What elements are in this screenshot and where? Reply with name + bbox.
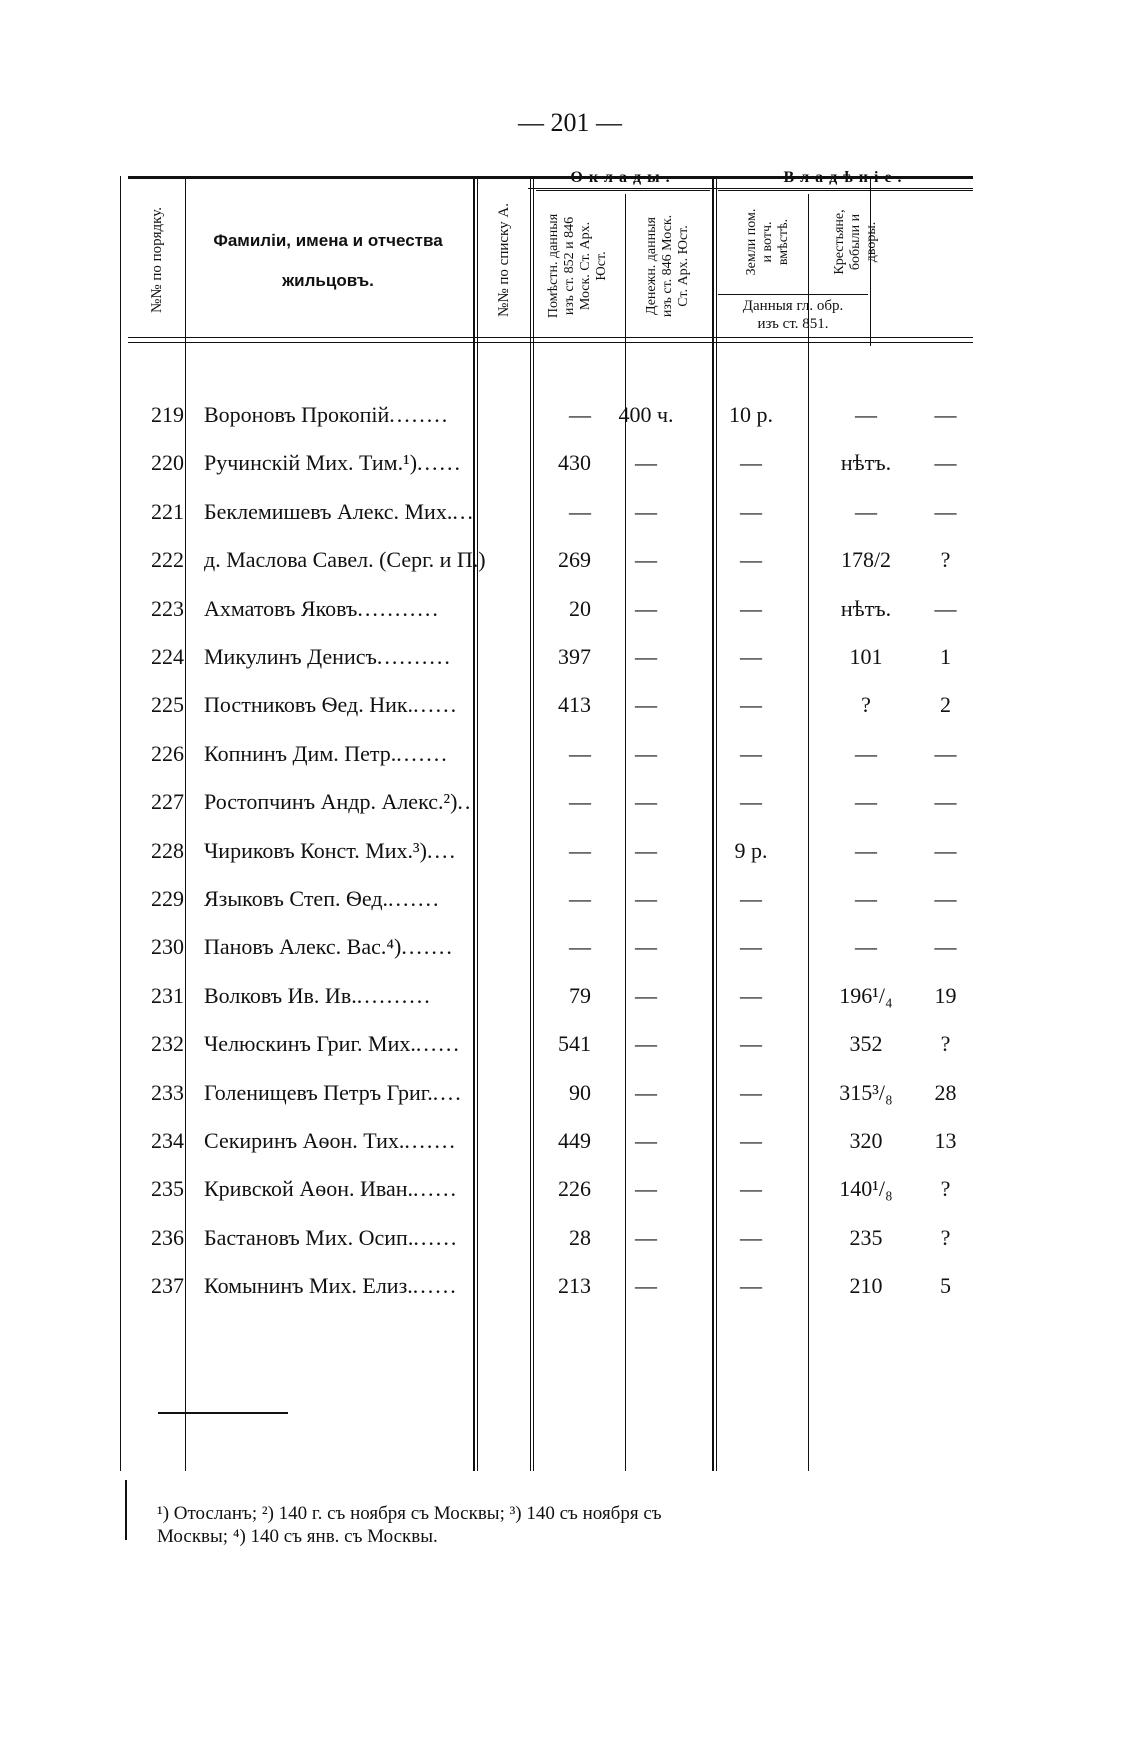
row-list-a: 79 bbox=[569, 982, 591, 1008]
row-peasants: — bbox=[934, 789, 957, 815]
row-number: 224 bbox=[151, 644, 184, 669]
table-row bbox=[128, 775, 973, 829]
col-denezh-line1: Денежн. данныя bbox=[644, 217, 659, 315]
row-peasants: ? bbox=[940, 1176, 951, 1202]
row-list-a: 20 bbox=[569, 595, 591, 621]
table-row bbox=[128, 1114, 973, 1168]
row-pomestn: — bbox=[635, 886, 657, 911]
row-peasants: — bbox=[934, 595, 957, 621]
row-number: 232 bbox=[151, 1031, 184, 1057]
row-denezh: — bbox=[740, 934, 762, 960]
row-number: 228 bbox=[151, 837, 184, 863]
row-name bbox=[204, 436, 530, 490]
row-denezh: — bbox=[740, 450, 762, 476]
row-leader-dots: ...... bbox=[415, 1031, 461, 1057]
row-number: 223 bbox=[151, 595, 184, 621]
row-land: нѣтъ. bbox=[840, 595, 892, 621]
row-list-a: 213 bbox=[558, 1273, 591, 1299]
row-number: 233 bbox=[151, 1079, 184, 1105]
row-number: 235 bbox=[151, 1176, 184, 1202]
row-list-a: — bbox=[569, 402, 591, 427]
col-peasants-line2: бобыли и bbox=[848, 213, 863, 271]
table-row bbox=[128, 1162, 973, 1216]
row-leader-dots: ....... bbox=[388, 886, 441, 911]
table-row bbox=[128, 1211, 973, 1265]
row-land: 352 bbox=[849, 1031, 883, 1057]
row-leader-dots: ........... bbox=[357, 595, 440, 621]
table-row bbox=[128, 388, 973, 442]
row-pomestn: — bbox=[635, 595, 657, 621]
row-list-a: 449 bbox=[558, 1128, 591, 1153]
row-denezh: — bbox=[740, 740, 762, 766]
row-denezh: 10 р. bbox=[729, 402, 773, 427]
row-list-a: 90 bbox=[569, 1079, 591, 1105]
row-land: — bbox=[855, 789, 877, 815]
row-name-text: Кривской Аѳон. Иван. bbox=[204, 1176, 413, 1202]
row-name-text: Микулинъ Денисъ bbox=[204, 644, 377, 669]
row-list-a: 430 bbox=[558, 450, 591, 476]
row-name bbox=[204, 1114, 530, 1168]
row-number: 236 bbox=[151, 1224, 184, 1250]
row-list-a: — bbox=[569, 934, 591, 960]
table-row bbox=[128, 969, 973, 1023]
row-land: — bbox=[855, 498, 877, 524]
row-number: 222 bbox=[151, 547, 184, 573]
row-peasants: — bbox=[934, 886, 957, 911]
col-denezh-line2: изъ ст. 846 Моск. bbox=[660, 214, 675, 318]
col-pomestn-line3: Моск. Ст. Арх. bbox=[578, 221, 593, 311]
row-pomestn: — bbox=[635, 692, 657, 718]
row-list-a: 397 bbox=[558, 644, 591, 669]
row-leader-dots: ... bbox=[452, 498, 475, 524]
row-list-a: — bbox=[569, 498, 591, 524]
row-peasants: — bbox=[934, 740, 957, 766]
row-land: — bbox=[855, 886, 877, 911]
row-pomestn: — bbox=[635, 547, 657, 573]
row-list-a: 269 bbox=[558, 547, 591, 573]
table-row bbox=[128, 1259, 973, 1313]
row-land: — bbox=[855, 934, 877, 960]
row-denezh: — bbox=[740, 1176, 762, 1202]
row-list-a: — bbox=[569, 886, 591, 911]
row-land: 140¹/₈ bbox=[839, 1176, 893, 1202]
row-name-text: Пановъ Алекс. Вас.⁴) bbox=[204, 934, 402, 960]
row-number: 237 bbox=[151, 1273, 184, 1299]
row-land: — bbox=[855, 402, 877, 427]
row-pomestn: — bbox=[635, 934, 657, 960]
row-number: 234 bbox=[151, 1128, 184, 1153]
row-denezh: — bbox=[740, 498, 762, 524]
row-name-text: Ростопчинъ Андр. Алекс.²) bbox=[204, 789, 458, 815]
row-leader-dots: .... bbox=[426, 837, 457, 863]
row-name bbox=[204, 872, 530, 926]
row-name bbox=[204, 727, 530, 781]
table-row bbox=[128, 630, 973, 684]
row-land: 315³/₈ bbox=[839, 1079, 893, 1105]
row-name bbox=[204, 824, 530, 878]
col-names-line2: жильцовъ. bbox=[282, 271, 374, 290]
row-land: — bbox=[855, 740, 877, 766]
row-name bbox=[204, 1259, 530, 1313]
row-peasants: 2 bbox=[940, 692, 951, 718]
row-pomestn: — bbox=[635, 644, 657, 669]
row-pomestn: — bbox=[635, 837, 657, 863]
row-pomestn: — bbox=[635, 789, 657, 815]
row-land: 210 bbox=[849, 1273, 883, 1299]
row-list-a: — bbox=[569, 789, 591, 815]
col-pomestn-line4: Юст. bbox=[594, 251, 609, 281]
row-list-a: 413 bbox=[558, 692, 591, 718]
row-peasants: 5 bbox=[940, 1273, 951, 1299]
row-land: 178/2 bbox=[840, 547, 892, 573]
col-pomestn-line1: Помѣстн. данныя bbox=[546, 213, 561, 319]
row-leader-dots: .... bbox=[432, 1079, 463, 1105]
footnote-rule bbox=[158, 1412, 288, 1414]
row-name-text: Ручинскій Мих. Тим.¹) bbox=[204, 450, 418, 476]
row-name-text: Чириковъ Конст. Мих.³) bbox=[204, 837, 427, 863]
row-leader-dots: ...... bbox=[412, 1273, 458, 1299]
row-peasants: 13 bbox=[934, 1128, 957, 1153]
row-name bbox=[204, 1066, 530, 1120]
table-row bbox=[128, 678, 973, 732]
row-list-a: 541 bbox=[558, 1031, 591, 1057]
row-denezh: — bbox=[740, 1079, 762, 1105]
col-denezh-header bbox=[644, 201, 692, 331]
col-land-header bbox=[744, 197, 792, 287]
row-pomestn: 400 ч. bbox=[618, 402, 674, 427]
row-number: 227 bbox=[151, 789, 184, 815]
row-name bbox=[204, 1162, 530, 1216]
row-pomestn: — bbox=[635, 1128, 657, 1153]
col-peasants-line3: дворы. bbox=[864, 221, 879, 263]
data-source-line2: изъ ст. 851. bbox=[757, 316, 829, 332]
row-peasants: — bbox=[934, 934, 957, 960]
table-row bbox=[128, 824, 973, 878]
table-row bbox=[128, 436, 973, 490]
row-pomestn: — bbox=[635, 1031, 657, 1057]
col-land-line1: Земли пом. bbox=[744, 208, 759, 276]
row-number: 231 bbox=[151, 982, 184, 1008]
row-peasants: 1 bbox=[940, 644, 951, 669]
row-pomestn: — bbox=[635, 1224, 657, 1250]
row-denezh: — bbox=[740, 692, 762, 718]
row-leader-dots: ....... bbox=[401, 934, 454, 960]
table-row bbox=[128, 1066, 973, 1120]
row-list-a: 226 bbox=[558, 1176, 591, 1202]
table-row bbox=[128, 533, 973, 587]
row-peasants: — bbox=[934, 498, 957, 524]
row-pomestn: — bbox=[635, 450, 657, 476]
row-number: 219 bbox=[151, 402, 184, 427]
row-denezh: — bbox=[740, 789, 762, 815]
row-name-text: д. Маслова Савел. (Серг. и П.) bbox=[204, 547, 486, 573]
data-source-note bbox=[718, 297, 868, 333]
table-row bbox=[128, 920, 973, 974]
page-number: — 201 — bbox=[518, 108, 622, 137]
registry-table bbox=[128, 169, 973, 1471]
row-leader-dots: ....... bbox=[396, 740, 449, 766]
row-name-text: Копнинъ Дим. Петр. bbox=[204, 740, 397, 766]
row-peasants: ? bbox=[940, 1031, 951, 1057]
col-denezh-line3: Ст. Арх. Юст. bbox=[676, 225, 691, 307]
row-peasants: — bbox=[934, 450, 957, 476]
row-leader-dots: .. bbox=[457, 789, 473, 815]
footnote-line2: Москвы; ⁴) 140 съ янв. съ Москвы. bbox=[157, 1526, 438, 1547]
row-name bbox=[204, 630, 530, 684]
row-name bbox=[204, 678, 530, 732]
row-number: 226 bbox=[151, 740, 184, 766]
row-leader-dots: ........ bbox=[389, 402, 450, 427]
row-name-text: Беклемишевъ Алекс. Мих. bbox=[204, 498, 453, 524]
row-leader-dots: ....... bbox=[404, 1128, 457, 1153]
footnote-left-mark bbox=[125, 1480, 127, 1540]
row-peasants: 19 bbox=[934, 982, 957, 1008]
table-row bbox=[128, 727, 973, 781]
row-number: 225 bbox=[151, 692, 184, 718]
group-vladenie-header: Владѣніе. bbox=[783, 169, 908, 186]
row-denezh: 9 р. bbox=[734, 837, 768, 863]
row-number: 230 bbox=[151, 934, 184, 960]
row-peasants: ? bbox=[940, 1224, 951, 1250]
row-denezh: — bbox=[740, 547, 762, 573]
row-name bbox=[204, 533, 530, 587]
row-denezh: — bbox=[740, 1128, 762, 1153]
col-names-line1: Фамиліи, имена и отчества bbox=[213, 231, 443, 250]
row-name bbox=[204, 775, 530, 829]
row-list-a: — bbox=[569, 837, 591, 863]
row-peasants: — bbox=[934, 402, 957, 427]
row-name bbox=[204, 920, 530, 974]
row-name-text: Вороновъ Прокопій bbox=[204, 402, 390, 427]
row-denezh: — bbox=[740, 595, 762, 621]
row-name bbox=[204, 582, 530, 636]
table-row bbox=[128, 485, 973, 539]
col-pomestn-line2: изъ ст. 852 и 846 bbox=[562, 216, 577, 316]
row-land: ? bbox=[861, 692, 871, 718]
row-pomestn: — bbox=[635, 1176, 657, 1202]
row-name-text: Секиринъ Аѳон. Тих. bbox=[204, 1128, 405, 1153]
row-pomestn: — bbox=[635, 1079, 657, 1105]
col-order-header: №№ по порядку. bbox=[149, 206, 165, 314]
row-denezh: — bbox=[740, 1224, 762, 1250]
row-denezh: — bbox=[740, 1273, 762, 1299]
row-leader-dots: ...... bbox=[413, 1176, 458, 1202]
row-name-text: Комынинъ Мих. Елиз. bbox=[204, 1273, 413, 1299]
row-pomestn: — bbox=[635, 740, 657, 766]
table-row bbox=[128, 582, 973, 636]
row-peasants: ? bbox=[940, 547, 951, 573]
table-row bbox=[128, 872, 973, 926]
col-peasants-header bbox=[832, 197, 880, 287]
row-name bbox=[204, 388, 530, 442]
row-list-a: — bbox=[569, 740, 591, 766]
col-names-header bbox=[178, 221, 478, 301]
row-land: 320 bbox=[849, 1128, 883, 1153]
row-name-text: Ахматовъ Яковъ bbox=[204, 595, 358, 621]
row-leader-dots: ...... bbox=[417, 450, 463, 476]
row-denezh: — bbox=[740, 644, 762, 669]
row-list-a: 28 bbox=[569, 1224, 591, 1250]
row-leader-dots: .......... bbox=[376, 644, 452, 669]
row-name-text: Бастановъ Мих. Осип. bbox=[204, 1224, 414, 1250]
row-number: 220 bbox=[151, 450, 184, 476]
row-name-text: Языковъ Степ. Ѳед. bbox=[204, 886, 389, 911]
footnote-line1: ¹) Отосланъ; ²) 140 г. съ ноября съ Москвы; ³) 140 съ ноября съ bbox=[157, 1503, 662, 1524]
row-denezh: — bbox=[740, 982, 762, 1008]
data-source-line1: Данныя гл. обр. bbox=[742, 298, 844, 314]
row-leader-dots: ...... bbox=[413, 1224, 459, 1250]
col-land-line3: вмѣстѣ. bbox=[776, 218, 791, 266]
row-name-text: Голенищевъ Петръ Григ. bbox=[204, 1079, 433, 1105]
row-pomestn: — bbox=[635, 982, 657, 1008]
row-name-text: Волковъ Ив. Ив. bbox=[204, 982, 357, 1008]
group-oklady-header: Оклады. bbox=[570, 169, 676, 186]
row-number: 221 bbox=[151, 498, 184, 524]
row-land: 196¹/₄ bbox=[839, 982, 893, 1008]
row-name bbox=[204, 485, 530, 539]
row-land: нѣтъ. bbox=[840, 450, 892, 476]
row-leader-dots: ...... bbox=[413, 692, 459, 718]
row-name bbox=[204, 1211, 530, 1265]
row-land: 235 bbox=[849, 1224, 883, 1250]
table-row bbox=[128, 1017, 973, 1071]
col-list-a-header: №№ по списку А. bbox=[496, 203, 512, 317]
row-name bbox=[204, 1017, 530, 1071]
row-pomestn: — bbox=[635, 498, 657, 524]
row-denezh: — bbox=[740, 886, 762, 911]
row-land: — bbox=[855, 837, 877, 863]
row-name-text: Постниковъ Ѳед. Ник. bbox=[204, 692, 414, 718]
row-land: 101 bbox=[849, 644, 883, 669]
row-name-text: Челюскинъ Григ. Мих. bbox=[204, 1031, 416, 1057]
col-pomestn-header bbox=[546, 201, 610, 331]
row-peasants: 28 bbox=[934, 1079, 957, 1105]
row-denezh: — bbox=[740, 1031, 762, 1057]
col-land-line2: и вотч. bbox=[760, 221, 775, 263]
row-peasants: — bbox=[934, 837, 957, 863]
col-peasants-line1: Крестьяне, bbox=[832, 209, 847, 275]
row-pomestn: — bbox=[635, 1273, 657, 1299]
row-name bbox=[204, 969, 530, 1023]
row-leader-dots: .......... bbox=[356, 982, 432, 1008]
row-number: 229 bbox=[151, 886, 184, 911]
